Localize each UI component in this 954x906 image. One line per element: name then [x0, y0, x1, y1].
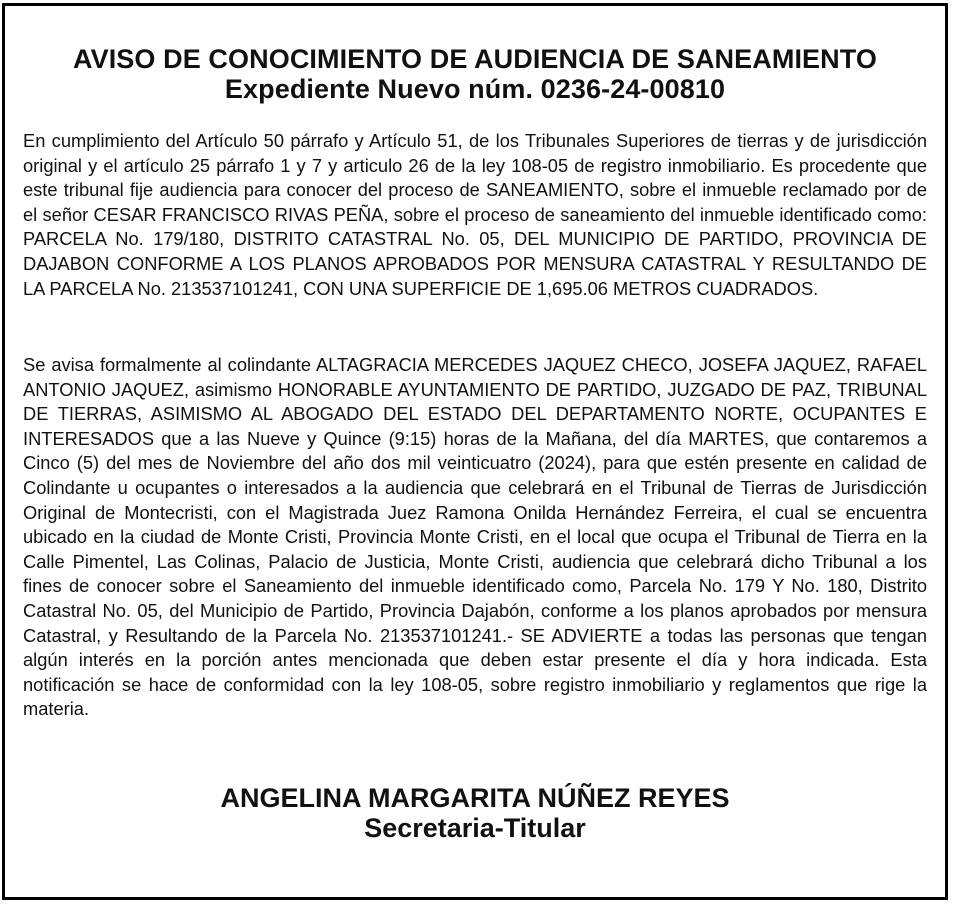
notice-title: AVISO DE CONOCIMIENTO DE AUDIENCIA DE SANEAMIENTO — [73, 44, 877, 74]
signature-block — [5, 783, 945, 843]
notice-paragraph-1: En cumplimiento del Artículo 50 párrafo y Artículo 51, de los Tribunales Superiores de tierras y de jurisdicción original y el artículo 25 párrafo 1 y 7 y articulo 26 de la ley 108-05 de registro inmobiliario. Es procedente que este tribunal fije audiencia para conocer del proceso de SANEAMIENTO, sobre el inmueble reclamado por de el señor CESAR FRANCISCO RIVAS PEÑA, sobre el proceso de saneamiento del inmueble identificado como: PARCELA No. 179/180, DISTRITO CATASTRAL No. 05, DEL MUNICIPIO DE PARTIDO, PROVINCIA DE DAJABON CONFORME A LOS PLANOS APROBADOS POR MENSURA CATASTRAL Y RESULTANDO DE LA PARCELA No. 213537101241, CON UNA SUPERFICIE DE 1,695.06 METROS CUADRADOS. — [23, 130, 927, 299]
notice-paragraph-2: Se avisa formalmente al colindante ALTAGRACIA MERCEDES JAQUEZ CHECO, JOSEFA JAQUEZ, RAFAEL ANTONIO JAQUEZ, asimismo HONORABLE AYUNTAMIENTO DE PARTIDO, JUZGADO DE PAZ, TRIBUNAL DE TIERRAS, ASIMISMO AL ABOGADO DEL ESTADO DEL DEPARTAMENTO NORTE, OCUPANTES E INTERESADOS que a las Nueve y Quince (9:15) horas de la Mañana, del día MARTES, que contaremos a Cinco (5) del mes de Noviembre del año dos mil veinticuatro (2024), para que estén presente en calidad de Colindante u ocupantes o interesados a la audiencia que celebrará en el Tribunal de Tierras de Jurisdicción Original de Montecristi, con el Magistrada Juez Ramona Onilda Hernández Ferreira, el cual se encuentra ubicado en la ciudad de Monte Cristi, Provincia Monte Cristi, en el local que ocupa el Tribunal de Tierra en la Calle Pimentel, Las Colinas, Palacio de Justicia, Monte Cristi, audiencia que celebrará dicho Tribunal a los fines de conocer sobre el Saneamiento del inmueble identificado como, Parcela No. 179 Y No. 180, Distrito Catastral No. 05, del Municipio de Partido, Provincia Dajabón, conforme a los planos aprobados por mensura Catastral, y Resultando de la Parcela No. 213537101241.- SE ADVIERTE a todas las personas que tengan algún interés en la porción antes mencionada que deben estar presente el día y hora indicada. Esta notificación se hace de conformidad con la ley 108-05, sobre registro inmobiliario y reglamentos que rige la materia. — [23, 354, 927, 720]
legal-notice — [2, 3, 948, 900]
case-number: Expediente Nuevo núm. 0236-24-00810 — [224, 74, 726, 104]
notice-header — [5, 44, 945, 104]
signer-title: Secretaria-Titular — [364, 813, 586, 843]
signer-name: ANGELINA MARGARITA NÚÑEZ REYES — [220, 783, 730, 813]
